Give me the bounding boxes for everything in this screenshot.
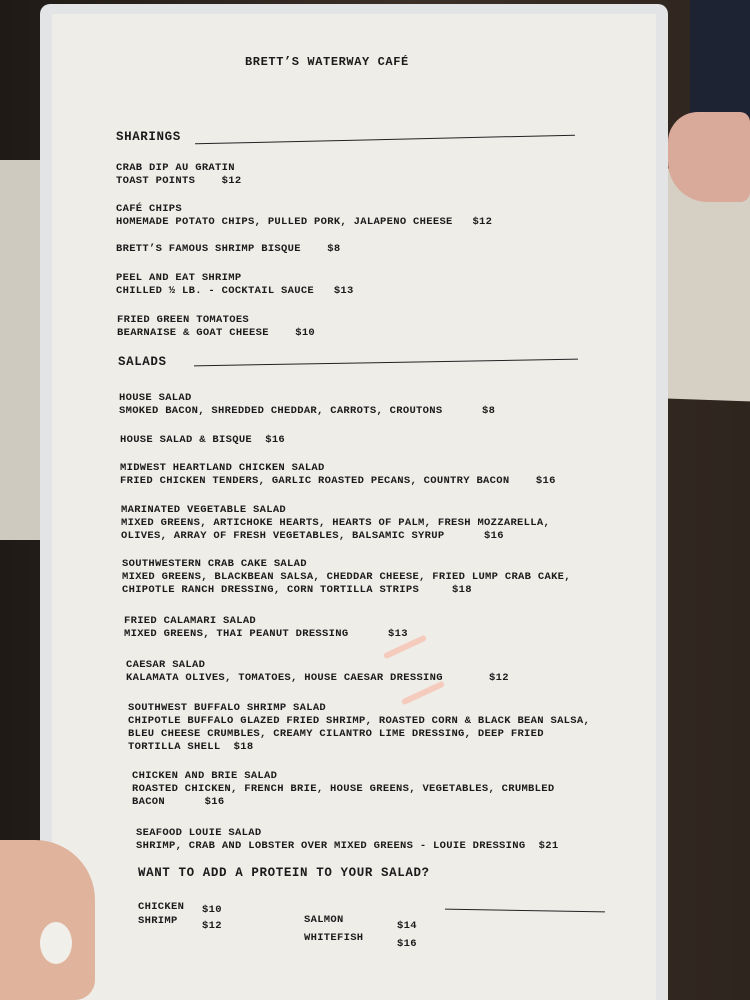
menu-item-name: SOUTHWEST BUFFALO SHRIMP SALAD bbox=[128, 702, 327, 714]
protein-option-name: SALMON bbox=[304, 914, 344, 926]
menu-item-description: HOMEMADE POTATO CHIPS, PULLED PORK, JALAPENO CHEESE $12 bbox=[116, 216, 493, 228]
fingernail bbox=[40, 922, 72, 964]
holding-hand bbox=[0, 840, 95, 1000]
menu-item-description: CHILLED ½ LB. - COCKTAIL SAUCE $13 bbox=[116, 285, 354, 297]
menu-page bbox=[52, 14, 656, 1000]
section-heading-salads: SALADS bbox=[118, 355, 167, 369]
menu-item-name: SEAFOOD LOUIE SALAD bbox=[136, 827, 262, 839]
menu-item-name: HOUSE SALAD & BISQUE $16 bbox=[120, 434, 286, 446]
menu-item-name: MIDWEST HEARTLAND CHICKEN SALAD bbox=[120, 462, 325, 474]
protein-option-name: SHRIMP bbox=[138, 915, 178, 927]
menu-item-name: SOUTHWESTERN CRAB CAKE SALAD bbox=[122, 558, 307, 570]
menu-item-name: PEEL AND EAT SHRIMP bbox=[116, 272, 242, 284]
menu-item-description: MIXED GREENS, BLACKBEAN SALSA, CHEDDAR CHEESE, FRIED LUMP CRAB CAKE, bbox=[122, 571, 571, 583]
protein-option-price: $10 bbox=[202, 904, 222, 916]
protein-option-price: $12 bbox=[202, 920, 222, 932]
menu-item-name: HOUSE SALAD bbox=[119, 392, 192, 404]
section-rule bbox=[194, 359, 578, 367]
menu-item-description: SMOKED BACON, SHREDDED CHEDDAR, CARROTS, CROUTONS $8 bbox=[119, 405, 496, 417]
menu-item-description: CHIPOTLE RANCH DRESSING, CORN TORTILLA STRIPS $18 bbox=[122, 584, 472, 596]
menu-item-description: OLIVES, ARRAY OF FRESH VEGETABLES, BALSAMIC SYRUP $16 bbox=[121, 530, 504, 542]
menu-item-description: BACON $16 bbox=[132, 796, 225, 808]
menu-item-name: CAESAR SALAD bbox=[126, 659, 206, 671]
light-glare bbox=[401, 681, 445, 706]
menu-item-description: ROASTED CHICKEN, FRENCH BRIE, HOUSE GREENS, VEGETABLES, CRUMBLED bbox=[132, 783, 555, 795]
diner-hand bbox=[668, 112, 750, 202]
menu-item-description: TORTILLA SHELL $18 bbox=[128, 741, 254, 753]
protein-heading: WANT TO ADD A PROTEIN TO YOUR SALAD? bbox=[138, 866, 430, 880]
protein-option-name: WHITEFISH bbox=[304, 932, 364, 944]
adjacent-paper-right bbox=[656, 168, 750, 401]
menu-item-description: MIXED GREENS, THAI PEANUT DRESSING $13 bbox=[124, 628, 408, 640]
menu-item-description: BEARNAISE & GOAT CHEESE $10 bbox=[117, 327, 316, 339]
menu-item-name: FRIED GREEN TOMATOES bbox=[117, 314, 250, 326]
menu-item-name: FRIED CALAMARI SALAD bbox=[124, 615, 257, 627]
menu-item-name: CHICKEN AND BRIE SALAD bbox=[132, 770, 278, 782]
section-heading-sharings: SHARINGS bbox=[116, 130, 181, 144]
menu-item-description: TOAST POINTS $12 bbox=[116, 175, 242, 187]
protein-option-name: CHICKEN bbox=[138, 901, 185, 913]
menu-item-description: KALAMATA OLIVES, TOMATOES, HOUSE CAESAR DRESSING $12 bbox=[126, 672, 509, 684]
menu-item-description: MIXED GREENS, ARTICHOKE HEARTS, HEARTS OF PALM, FRESH MOZZARELLA, bbox=[121, 517, 551, 529]
menu-item-name: CRAB DIP AU GRATIN bbox=[116, 162, 235, 174]
menu-item-name: BRETT’S FAMOUS SHRIMP BISQUE $8 bbox=[116, 243, 341, 255]
menu-item-description: FRIED CHICKEN TENDERS, GARLIC ROASTED PECANS, COUNTRY BACON $16 bbox=[120, 475, 556, 487]
menu-item-name: MARINATED VEGETABLE SALAD bbox=[121, 504, 287, 516]
menu-item-description: BLEU CHEESE CRUMBLES, CREAMY CILANTRO LIME DRESSING, DEEP FRIED bbox=[128, 728, 544, 740]
menu-title: BRETT’S WATERWAY CAFÉ bbox=[245, 55, 409, 69]
protein-rule bbox=[445, 909, 605, 913]
menu-item-name: CAFÉ CHIPS bbox=[116, 203, 183, 215]
diner-sleeve bbox=[690, 0, 750, 125]
menu-item-description: CHIPOTLE BUFFALO GLAZED FRIED SHRIMP, ROASTED CORN & BLACK BEAN SALSA, bbox=[128, 715, 591, 727]
section-rule bbox=[195, 135, 575, 145]
protein-option-price: $16 bbox=[397, 938, 417, 950]
protein-option-price: $14 bbox=[397, 920, 417, 932]
menu-item-description: SHRIMP, CRAB AND LOBSTER OVER MIXED GREENS - LOUIE DRESSING $21 bbox=[136, 840, 559, 852]
